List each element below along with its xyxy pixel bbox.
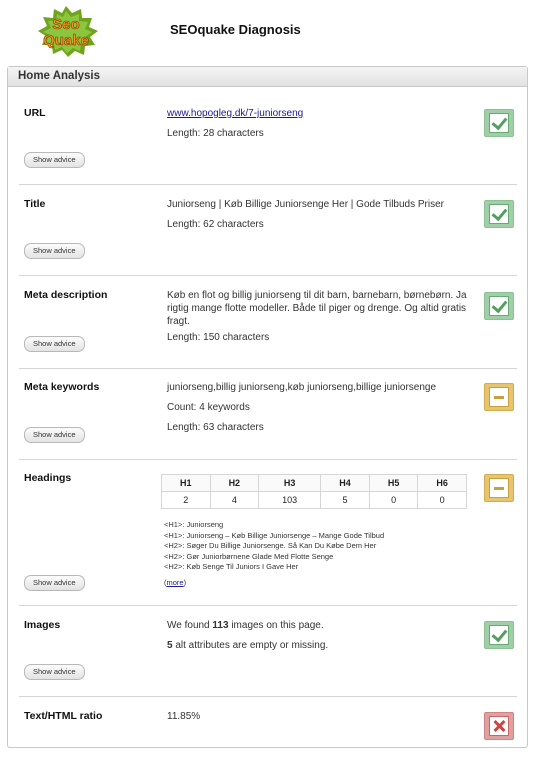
meta-description-value: Køb en flot og billig juniorseng til dit barn, barnebarn, børnebørn. Ja rigtig mange flotte modeller. Både til piger og drenge. Og altid gratis fragt. [167,290,467,327]
status-warning-icon [484,474,514,502]
title-label: Title [24,198,46,210]
images-found-suffix: images on this page. [228,620,324,631]
show-advice-button[interactable]: Show advice [24,427,85,443]
heading-col-h6: H6 [418,475,467,492]
status-warning-icon [484,383,514,411]
status-ok-icon [484,109,514,137]
images-alt-suffix: alt attributes are empty or missing. [172,640,329,651]
heading-item: <H1>: Juniorseng – Køb Billige Juniorsenge – Mange Gode Tilbud [164,530,385,540]
headings-section [19,460,517,606]
url-label: URL [24,107,46,119]
status-ok-icon [484,292,514,320]
images-label: Images [24,619,61,631]
heading-count-h6: 0 [418,492,467,509]
images-found [167,619,324,632]
meta-keywords-section [19,369,517,460]
title-length: Length: 62 characters [167,219,264,230]
show-advice-button[interactable]: Show advice [24,152,85,168]
images-alt [167,639,328,652]
heading-item: <H1>: Juniorseng [164,520,224,529]
heading-count-h4: 5 [321,492,370,509]
heading-col-h4: H4 [321,475,370,492]
home-analysis-panel [7,66,528,748]
url-length: Length: 28 characters [167,128,264,139]
headings-table [161,474,467,509]
url-value [167,107,303,120]
svg-text:Quake: Quake [43,32,89,49]
heading-col-h1: H1 [162,475,211,492]
heading-item: <H2>: Søger Du Billige Juniorsenge. Så Kan Du Købe Dem Her [164,541,377,551]
panel-title: Home Analysis [8,67,527,87]
heading-item: <H2>: Køb Senge Til Juniors I Gave Her [164,562,299,572]
heading-col-h2: H2 [210,475,259,492]
seoquake-logo [26,5,106,57]
more-wrapper: (more) [164,578,187,587]
heading-item: <H2>: Gør Juniorbørnene Glade Med Flotte Senge [164,551,334,561]
text-html-ratio-section [19,697,517,757]
header [0,0,549,62]
images-found-prefix: We found [167,620,213,631]
heading-count-h2: 4 [210,492,259,509]
heading-count-h5: 0 [369,492,418,509]
images-found-count: 113 [212,620,229,631]
title-value: Juniorseng | Køb Billige Juniorsenge Her | Gode Tilbuds Priser [167,199,444,210]
meta-keywords-length: Length: 63 characters [167,422,264,433]
text-html-ratio-value: 11.85% [167,711,201,722]
meta-keywords-label: Meta keywords [24,381,100,393]
heading-count-h3: 103 [259,492,321,509]
heading-count-h1: 2 [162,492,211,509]
show-advice-button[interactable]: Show advice [24,664,85,680]
status-ok-icon [484,621,514,649]
meta-keywords-count: Count: 4 keywords [167,402,250,413]
headings-label: Headings [24,472,72,484]
images-alt-count: 5 [167,640,173,651]
heading-col-h5: H5 [369,475,418,492]
url-link[interactable]: www.hopogleg.dk/7-juniorseng [167,108,304,119]
show-advice-button[interactable]: Show advice [24,336,85,352]
heading-col-h3: H3 [259,475,321,492]
show-advice-button[interactable]: Show advice [24,575,85,591]
meta-keywords-value: juniorseng,billig juniorseng,køb juniorseng,billige juniorsenge [167,382,437,393]
page-title: SEOquake Diagnosis [170,22,301,37]
meta-description-section [19,276,517,369]
svg-text:Seo: Seo [52,16,80,33]
text-html-ratio-label: Text/HTML ratio [24,710,103,722]
url-section [19,95,517,185]
status-error-icon [484,712,514,740]
headings-list [164,520,384,573]
more-link[interactable]: more [166,578,184,587]
title-section [19,185,517,276]
images-section [19,606,517,697]
meta-description-label: Meta description [24,289,108,301]
meta-description-length: Length: 150 characters [167,332,270,343]
show-advice-button[interactable]: Show advice [24,243,85,259]
status-ok-icon [484,200,514,228]
